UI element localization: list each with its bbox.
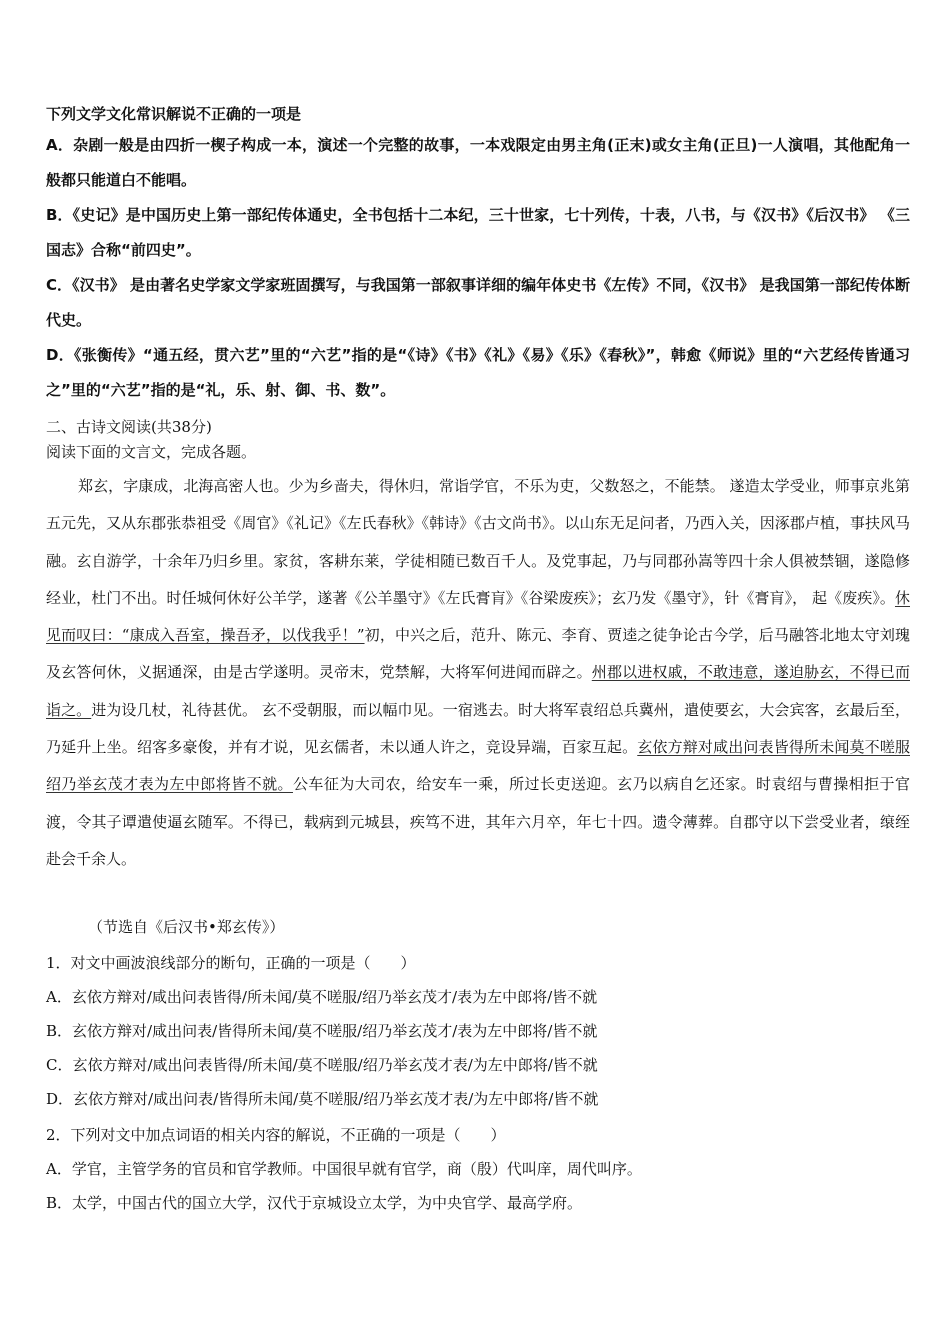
question-title: 下列文学文化常识解说不正确的一项是 xyxy=(46,105,302,123)
question-2-option-a: A．学官，主管学务的官员和官学教师。中国很早就有官学，商（殷）代叫庠，周代叫序。 xyxy=(46,1160,642,1178)
passage-part-4: 公车征为大司农，给安车一乘，所过长吏送迎。玄乃以病自乞还家。时袁绍与曹操相拒于官渡，令其子谭遣使逼玄随军。不得已，载病到元城县，疾笃不进，其年六月卒，年七十四。遗令薄葬。自郡守以下尝受业者，缞绖赴会千余人。 xyxy=(46,775,910,868)
reading-intro: 阅读下面的文言文，完成各题。 xyxy=(46,443,257,461)
section-title: 二、古诗文阅读(共38分) xyxy=(46,418,212,436)
question-1-stem: 1．对文中画波浪线部分的断句，正确的一项是（ ） xyxy=(46,954,416,972)
option-b: B．《史记》是中国历史上第一部纪传体通史，全书包括十二本纪，三十世家，七十列传，十表，八书，与《汉书》《后汉书》 《三国志》合称“前四史”。 xyxy=(46,206,910,259)
question-1-option-d: D．玄依方辩对/咸出问表/皆得所未闻/莫不嗟服/绍乃举玄茂才表/为左中郎将/皆不就 xyxy=(46,1090,599,1108)
passage-underlined-1: 休见而叹曰：“康成入吾室，操吾矛，以伐我乎！” xyxy=(46,588,910,645)
question-2-stem: 2．下列对文中加点词语的相关内容的解说，不正确的一项是（ ） xyxy=(46,1126,506,1144)
option-d: D．《张衡传》“通五经，贯六艺”里的“六艺”指的是“《诗》《书》《礼》《易》《乐》《春秋》”，韩愈《师说》里的“六艺经传皆通习之”里的“六艺”指的是“礼，乐、射、御、书、数”。 xyxy=(46,346,910,399)
passage-source: （节选自《后汉书•郑玄传》） xyxy=(88,918,285,936)
passage-part-2: 初，中兴之后，范升、陈元、李育、贾逵之徒争论古今学，后马融答北地太守刘瑰及玄答何休，义据通深，由是古学遂明。灵帝末，党禁解，大将军何进闻而辟之。 xyxy=(46,626,910,682)
question-1-option-b: B．玄依方辩对/咸出问表/皆得所未闻/莫不嗟服/绍乃举玄茂才/表为左中郎将/皆不就 xyxy=(46,1022,598,1040)
option-a: A．杂剧一般是由四折一楔子构成一本，演述一个完整的故事，一本戏限定由男主角(正末)或女主角(正旦)一人演唱，其他配角一般都只能道白不能唱。 xyxy=(46,136,910,189)
passage-wavy-line-sentence: 玄依方辩对咸出问表皆得所未闻莫不嗟服绍乃举玄茂才表为左中郎将皆不就。 xyxy=(46,738,910,794)
question-1-option-a: A．玄依方辩对/咸出问表皆得/所未闻/莫不嗟服/绍乃举玄茂才/表为左中郎将/皆不就 xyxy=(46,988,598,1006)
passage-underlined-2: 州郡以进权戚，不敢违意，遂迫胁玄，不得已而诣之。 xyxy=(46,663,910,719)
question-1-option-c: C．玄依方辩对/咸出问表皆得/所未闻/莫不嗟服/绍乃举玄茂才表/为左中郎将/皆不就 xyxy=(46,1056,598,1074)
question-2-option-b: B．太学，中国古代的国立大学，汉代于京城设立太学，为中央官学、最高学府。 xyxy=(46,1194,583,1212)
option-c: C．《汉书》 是由著名史学家文学家班固撰写，与我国第一部叙事详细的编年体史书《左传》不同，《汉书》 是我国第一部纪传体断代史。 xyxy=(46,276,910,329)
passage-part-3: 进为设几杖，礼待甚优。 玄不受朝服，而以幅巾见。一宿逃去。时大将军袁绍总兵冀州，遣使要玄，大会宾客，玄最后至，乃延升上坐。绍客多豪俊，并有才说，见玄儒者，未以通人许之，竞设异端，百家互起。 xyxy=(46,700,910,757)
passage-part-1: 郑玄，字康成，北海高密人也。少为乡啬夫，得休归，常诣学官，不乐为吏，父数怒之，不能禁。 遂造太学受业，师事京兆第五元先，又从东郡张恭祖受《周官》《礼记》《左氏春秋》《韩诗》《古文尚书》。以山东无足问者，乃西入关，因涿郡卢植，事扶风马融。玄自游学，十余年乃归乡里。家贫，客耕东莱，学徒相随已数百千人。及党事起，乃与同郡孙嵩等四十余人俱被禁锢，遂隐修经业，杜门不出。时任城何休好公羊学，遂著《公羊墨守》《左氏膏肓》《谷梁废疾》；玄乃发《墨守》，针《膏肓》， 起《废疾》。 xyxy=(46,477,910,607)
classical-passage xyxy=(46,468,910,878)
